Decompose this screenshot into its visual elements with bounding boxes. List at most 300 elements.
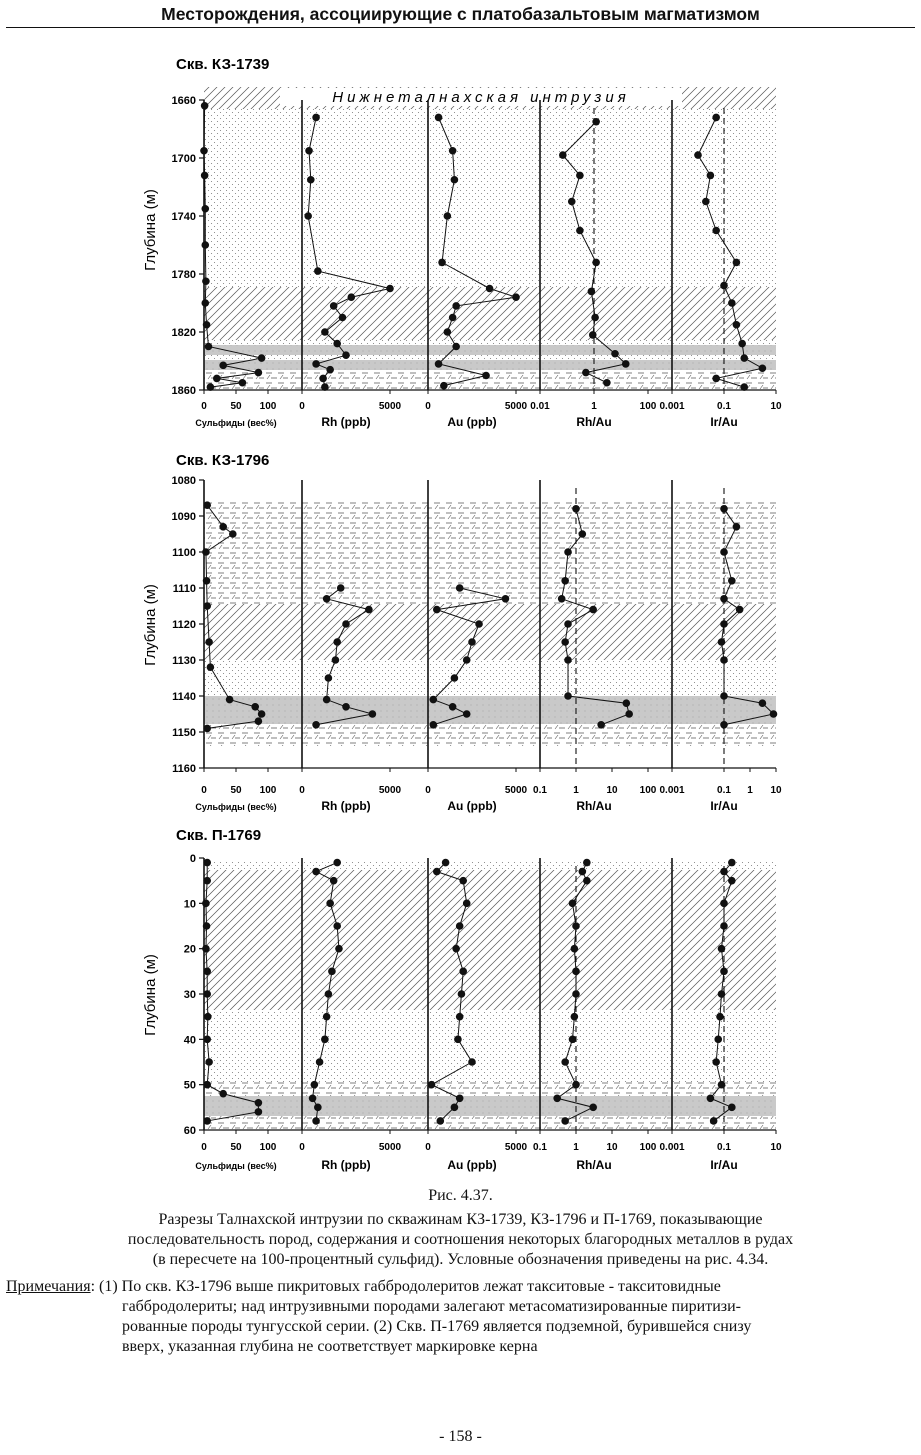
data-point xyxy=(759,699,767,707)
data-point xyxy=(200,147,208,155)
stratum-hatch xyxy=(204,870,776,1010)
data-point xyxy=(733,523,741,531)
data-point xyxy=(572,1081,580,1089)
x-tick-label: 10 xyxy=(770,785,782,796)
data-point xyxy=(451,674,459,682)
data-point xyxy=(720,692,728,700)
data-point xyxy=(333,340,341,348)
stratum-grey-1 xyxy=(204,345,776,355)
depth-tick-label: 20 xyxy=(183,943,196,956)
caption-line-2: последовательность пород, содержания и соотношения некоторых благородных металлов в рудах xyxy=(127,1231,794,1248)
y-axis-label-3: Глубина (м) xyxy=(142,954,159,1036)
panel-label: Сульфиды (вес%) xyxy=(195,1161,277,1171)
x-tick-label: 100 xyxy=(639,785,657,796)
data-point xyxy=(428,1081,436,1089)
data-point xyxy=(316,1058,324,1066)
data-point xyxy=(437,1117,445,1125)
panel-label: Rh (ppb) xyxy=(321,1158,371,1172)
data-point xyxy=(720,721,728,729)
x-tick-label: 5000 xyxy=(504,1142,528,1153)
figure-number: Рис. 4.37. xyxy=(428,1187,493,1204)
data-point xyxy=(435,114,443,122)
data-point xyxy=(720,900,728,908)
data-point xyxy=(325,990,333,998)
data-point xyxy=(207,663,215,671)
data-point xyxy=(255,1108,263,1116)
strata-3 xyxy=(204,862,776,1130)
stratum-dash-bottom xyxy=(204,1116,776,1130)
data-point xyxy=(321,1036,329,1044)
data-point xyxy=(205,638,213,646)
data-point xyxy=(342,351,350,359)
notes-line-2: габбродолериты; над интрузивными породами залегают метасоматизированные пиритизи- xyxy=(122,1298,741,1315)
page-number: - 158 - xyxy=(439,1428,482,1445)
x-tick-label: 0 xyxy=(425,785,431,796)
depth-tick-label: 1100 xyxy=(172,547,196,559)
data-point xyxy=(429,696,437,704)
x-tick-label: 5000 xyxy=(378,785,402,796)
data-point xyxy=(203,877,211,885)
data-point xyxy=(718,1081,726,1089)
header-title: Месторождения, ассоциирующие с платобазальтовым магматизмом xyxy=(161,4,760,24)
depth-tick-label: 60 xyxy=(183,1125,196,1137)
data-point xyxy=(728,1104,736,1112)
data-point xyxy=(463,656,471,664)
data-point xyxy=(333,859,341,867)
stratum-hatch xyxy=(204,604,776,660)
data-point xyxy=(579,530,587,538)
data-point xyxy=(442,859,450,867)
data-point xyxy=(202,945,210,953)
depth-tick-label: 1110 xyxy=(172,583,196,595)
data-point xyxy=(203,501,211,509)
data-point xyxy=(203,968,211,976)
data-point xyxy=(314,1104,322,1112)
x-tick-label: 5000 xyxy=(378,1142,402,1153)
data-point xyxy=(452,343,460,351)
depth-tick-label: 1080 xyxy=(171,475,196,487)
data-point xyxy=(728,577,736,585)
data-point xyxy=(304,212,312,220)
x-tick-label: 0.1 xyxy=(533,1142,547,1153)
data-point xyxy=(740,383,748,391)
x-tick-label: 100 xyxy=(639,1142,657,1153)
data-point xyxy=(468,1058,476,1066)
x-tick-label: 0.001 xyxy=(659,401,685,412)
data-point xyxy=(589,331,597,339)
panel-label: Rh/Au xyxy=(576,799,612,813)
data-point xyxy=(203,577,211,585)
data-point xyxy=(255,717,263,725)
x-tick-label: 0 xyxy=(425,1142,431,1153)
x-tick-label: 1 xyxy=(747,785,753,796)
data-point xyxy=(386,285,394,293)
x-tick-label: 100 xyxy=(639,401,657,412)
data-point xyxy=(589,1104,597,1112)
data-point xyxy=(201,102,209,110)
data-point xyxy=(203,990,211,998)
data-point xyxy=(564,656,572,664)
stratum-dots-top xyxy=(204,109,776,287)
data-point xyxy=(205,1058,213,1066)
data-point xyxy=(720,595,728,603)
data-point xyxy=(588,288,596,296)
data-point xyxy=(333,638,341,646)
y-axis-label-2: Глубина (м) xyxy=(142,584,159,666)
data-point xyxy=(463,900,471,908)
data-point xyxy=(738,340,746,348)
data-point xyxy=(611,350,619,358)
data-point xyxy=(576,172,584,180)
data-point xyxy=(553,1094,561,1102)
data-point xyxy=(444,212,452,220)
data-point xyxy=(625,710,633,718)
data-point xyxy=(201,241,209,249)
x-tick-label: 100 xyxy=(259,401,277,412)
data-point xyxy=(759,364,767,372)
panel-label: Сульфиды (вес%) xyxy=(195,802,277,812)
data-point xyxy=(579,868,587,876)
data-point xyxy=(564,692,572,700)
x-tick-label: 0.1 xyxy=(533,785,547,796)
data-point xyxy=(702,198,710,206)
data-point xyxy=(203,1081,211,1089)
depth-tick-label: 1660 xyxy=(171,95,196,107)
data-point xyxy=(365,606,373,614)
data-point xyxy=(337,584,345,592)
depth-tick-label: 1150 xyxy=(172,727,196,739)
data-point xyxy=(438,259,446,267)
caption-line-1: Разрезы Талнахской интрузии по скважинам КЗ-1739, КЗ-1796 и П-1769, показывающие xyxy=(158,1211,763,1228)
depth-tick-label: 1820 xyxy=(171,327,196,339)
data-point xyxy=(572,990,580,998)
data-point xyxy=(568,198,576,206)
data-point xyxy=(459,968,467,976)
data-point xyxy=(571,945,579,953)
data-point xyxy=(454,1036,462,1044)
panel-label: Ir/Au xyxy=(710,415,738,429)
data-point xyxy=(203,1117,211,1125)
data-point xyxy=(475,620,483,628)
data-point xyxy=(576,227,584,235)
data-point xyxy=(728,859,736,867)
data-point xyxy=(449,703,457,711)
data-point xyxy=(202,900,210,908)
data-point xyxy=(582,369,590,377)
data-point xyxy=(720,968,728,976)
data-point xyxy=(456,1013,464,1021)
data-point xyxy=(718,990,726,998)
caption-line-3: (в пересчете на 100-процентный сульфид). Условные обозначения приведены на рис. 4.34. xyxy=(152,1251,769,1268)
data-point xyxy=(728,877,736,885)
data-point xyxy=(733,321,741,329)
data-point xyxy=(342,703,350,711)
data-point xyxy=(720,656,728,664)
data-point xyxy=(449,147,457,155)
data-point xyxy=(712,375,720,383)
data-point xyxy=(564,548,572,556)
data-point xyxy=(307,176,315,184)
depth-tick-label: 1130 xyxy=(172,655,196,667)
x-tick-label: 0.1 xyxy=(717,1142,731,1153)
data-point xyxy=(710,1117,718,1125)
data-point xyxy=(572,505,580,513)
data-point xyxy=(720,922,728,930)
depth-tick-label: 1160 xyxy=(172,763,196,775)
data-point xyxy=(712,114,720,122)
data-point xyxy=(623,699,631,707)
data-point xyxy=(314,267,322,275)
depth-tick-label: 1860 xyxy=(171,385,196,397)
data-point xyxy=(203,321,211,329)
data-point xyxy=(201,299,209,307)
data-point xyxy=(572,968,580,976)
stratum-dash-bottom xyxy=(204,370,776,390)
notes xyxy=(6,1277,911,1297)
data-point xyxy=(335,945,343,953)
data-point xyxy=(452,302,460,310)
well-title-1: Скв. КЗ-1739 xyxy=(176,56,270,73)
data-point xyxy=(712,1058,720,1066)
well-block-2 xyxy=(172,452,782,813)
data-point xyxy=(714,1036,722,1044)
depth-tick-label: 1120 xyxy=(172,619,196,631)
x-tick-label: 10 xyxy=(606,785,618,796)
data-point xyxy=(321,328,329,336)
x-tick-label: 1 xyxy=(573,1142,579,1153)
x-tick-label: 10 xyxy=(770,401,782,412)
data-point xyxy=(720,620,728,628)
data-point xyxy=(255,369,263,377)
data-point xyxy=(558,595,566,603)
data-point xyxy=(255,1099,263,1107)
stratum-dots xyxy=(204,660,776,696)
well-block-3 xyxy=(176,827,782,1172)
well-block-1 xyxy=(172,56,782,429)
panel-label: Au (ppb) xyxy=(447,1158,497,1172)
x-tick-label: 0 xyxy=(299,1142,305,1153)
data-point xyxy=(564,620,572,628)
depth-tick-label: 1740 xyxy=(171,211,196,223)
data-point xyxy=(258,710,266,718)
depth-tick-label: 1090 xyxy=(171,511,196,523)
panel-label: Сульфиды (вес%) xyxy=(195,418,277,428)
x-tick-label: 50 xyxy=(230,785,242,796)
data-point xyxy=(559,151,567,159)
data-point xyxy=(452,945,460,953)
stratum-dots-low xyxy=(204,355,776,360)
data-point xyxy=(456,1094,464,1102)
data-point xyxy=(309,1094,317,1102)
data-point xyxy=(463,710,471,718)
data-point xyxy=(597,721,605,729)
data-point xyxy=(347,293,355,301)
x-tick-label: 0 xyxy=(201,401,207,412)
x-tick-label: 50 xyxy=(230,1142,242,1153)
data-point xyxy=(718,638,726,646)
data-point xyxy=(203,602,211,610)
data-point xyxy=(440,382,448,390)
data-point xyxy=(707,1094,715,1102)
panel-label: Rh/Au xyxy=(576,415,612,429)
x-tick-label: 0 xyxy=(425,401,431,412)
data-point xyxy=(219,1090,227,1098)
data-point xyxy=(736,606,744,614)
data-point xyxy=(720,282,728,290)
data-point xyxy=(592,259,600,267)
data-point xyxy=(459,877,467,885)
intrusion-label: Нижнеталнахская интрузия xyxy=(332,89,630,106)
x-tick-label: 0.01 xyxy=(530,401,550,412)
data-point xyxy=(716,1013,724,1021)
data-point xyxy=(591,314,599,322)
data-point xyxy=(720,548,728,556)
data-point xyxy=(326,900,334,908)
panel-label: Au (ppb) xyxy=(447,799,497,813)
data-point xyxy=(561,577,569,585)
panel-label: Ir/Au xyxy=(710,1158,738,1172)
data-point xyxy=(369,710,377,718)
data-point xyxy=(251,703,259,711)
data-point xyxy=(561,1117,569,1125)
data-point xyxy=(561,1058,569,1066)
data-point xyxy=(201,205,209,213)
depth-tick-label: 30 xyxy=(183,989,196,1001)
data-point xyxy=(444,328,452,336)
data-point xyxy=(219,523,227,531)
data-point xyxy=(330,877,338,885)
data-point xyxy=(449,314,457,322)
strata-2 xyxy=(204,500,776,746)
stratum-grey xyxy=(204,1096,776,1116)
data-point xyxy=(433,868,441,876)
data-point xyxy=(451,1104,459,1112)
data-point xyxy=(323,595,331,603)
depth-tick-label: 10 xyxy=(183,898,196,911)
stratum-dots xyxy=(204,1010,776,1082)
data-point xyxy=(330,302,338,310)
data-point xyxy=(202,277,210,285)
x-tick-label: 100 xyxy=(259,785,277,796)
stratum-hatch xyxy=(204,287,776,340)
data-point xyxy=(204,1013,212,1021)
data-point xyxy=(312,868,320,876)
data-point xyxy=(229,530,237,538)
data-point xyxy=(312,114,320,122)
x-tick-label: 0 xyxy=(299,401,305,412)
x-tick-label: 5000 xyxy=(378,401,402,412)
x-tick-label: 10 xyxy=(606,1142,618,1153)
x-tick-label: 1 xyxy=(573,785,579,796)
well-title-2: Скв. КЗ-1796 xyxy=(176,452,270,469)
data-point xyxy=(435,360,443,368)
data-point xyxy=(572,922,580,930)
stratum-dots-mid xyxy=(204,340,776,345)
data-point xyxy=(456,584,464,592)
depth-tick-label: 0 xyxy=(189,853,196,865)
data-point xyxy=(305,147,313,155)
panel-label: Ir/Au xyxy=(710,799,738,813)
data-point xyxy=(569,900,577,908)
data-point xyxy=(203,859,211,867)
data-point xyxy=(321,383,329,391)
data-point xyxy=(202,548,210,556)
x-tick-label: 5000 xyxy=(504,785,528,796)
x-tick-label: 0 xyxy=(201,1142,207,1153)
data-point xyxy=(718,945,726,953)
data-point xyxy=(728,299,736,307)
data-point xyxy=(323,696,331,704)
stratum-dots-top xyxy=(204,862,776,870)
data-point xyxy=(332,656,340,664)
depth-tick-label: 1780 xyxy=(171,269,196,281)
data-point xyxy=(694,151,702,159)
data-point xyxy=(312,360,320,368)
x-tick-label: 0 xyxy=(299,785,305,796)
data-point xyxy=(603,379,611,387)
notes-line-3: рованные породы тунгусской серии. (2) Скв. П-1769 является подземной, бурившейся снизу xyxy=(122,1318,752,1335)
x-tick-label: 10 xyxy=(770,1142,782,1153)
x-tick-label: 5000 xyxy=(504,401,528,412)
data-point xyxy=(258,354,266,362)
stratum-dash-bottom xyxy=(204,724,776,746)
data-point xyxy=(429,721,437,729)
strata-1 xyxy=(204,109,776,390)
data-point xyxy=(201,172,209,180)
data-point xyxy=(569,1036,577,1044)
data-point xyxy=(205,343,213,351)
x-tick-label: 100 xyxy=(259,1142,277,1153)
data-point xyxy=(720,868,728,876)
data-point xyxy=(333,922,341,930)
data-point xyxy=(571,1013,579,1021)
data-point xyxy=(203,725,211,733)
stratum-grey-2 xyxy=(204,360,776,370)
data-point xyxy=(468,638,476,646)
data-point xyxy=(583,877,591,885)
data-point xyxy=(589,606,597,614)
well-title-3: Скв. П-1769 xyxy=(176,827,262,844)
panel-label: Rh/Au xyxy=(576,1158,612,1172)
stratum-dash-top xyxy=(204,500,776,604)
data-point xyxy=(325,674,333,682)
data-point xyxy=(486,285,494,293)
data-point xyxy=(733,259,741,267)
data-point xyxy=(328,968,336,976)
x-tick-label: 0.001 xyxy=(659,785,685,796)
data-point xyxy=(319,375,327,383)
x-tick-label: 1 xyxy=(591,401,597,412)
y-axis-label-1: Глубина (м) xyxy=(142,189,159,271)
data-point xyxy=(312,721,320,729)
x-tick-label: 0.1 xyxy=(717,785,731,796)
x-tick-label: 0 xyxy=(201,785,207,796)
x-tick-label: 50 xyxy=(230,401,242,412)
depth-tick-label: 50 xyxy=(183,1079,196,1092)
stratum-grey xyxy=(204,696,776,724)
depth-tick-label: 40 xyxy=(183,1034,196,1047)
data-point xyxy=(239,379,247,387)
data-point xyxy=(226,696,234,704)
x-tick-label: 0.001 xyxy=(659,1142,685,1153)
data-point xyxy=(707,172,715,180)
data-point xyxy=(622,360,630,368)
data-point xyxy=(203,922,211,930)
data-point xyxy=(458,990,466,998)
data-point xyxy=(312,1117,320,1125)
data-point xyxy=(456,922,464,930)
x-tick-label: 0.1 xyxy=(717,401,731,412)
